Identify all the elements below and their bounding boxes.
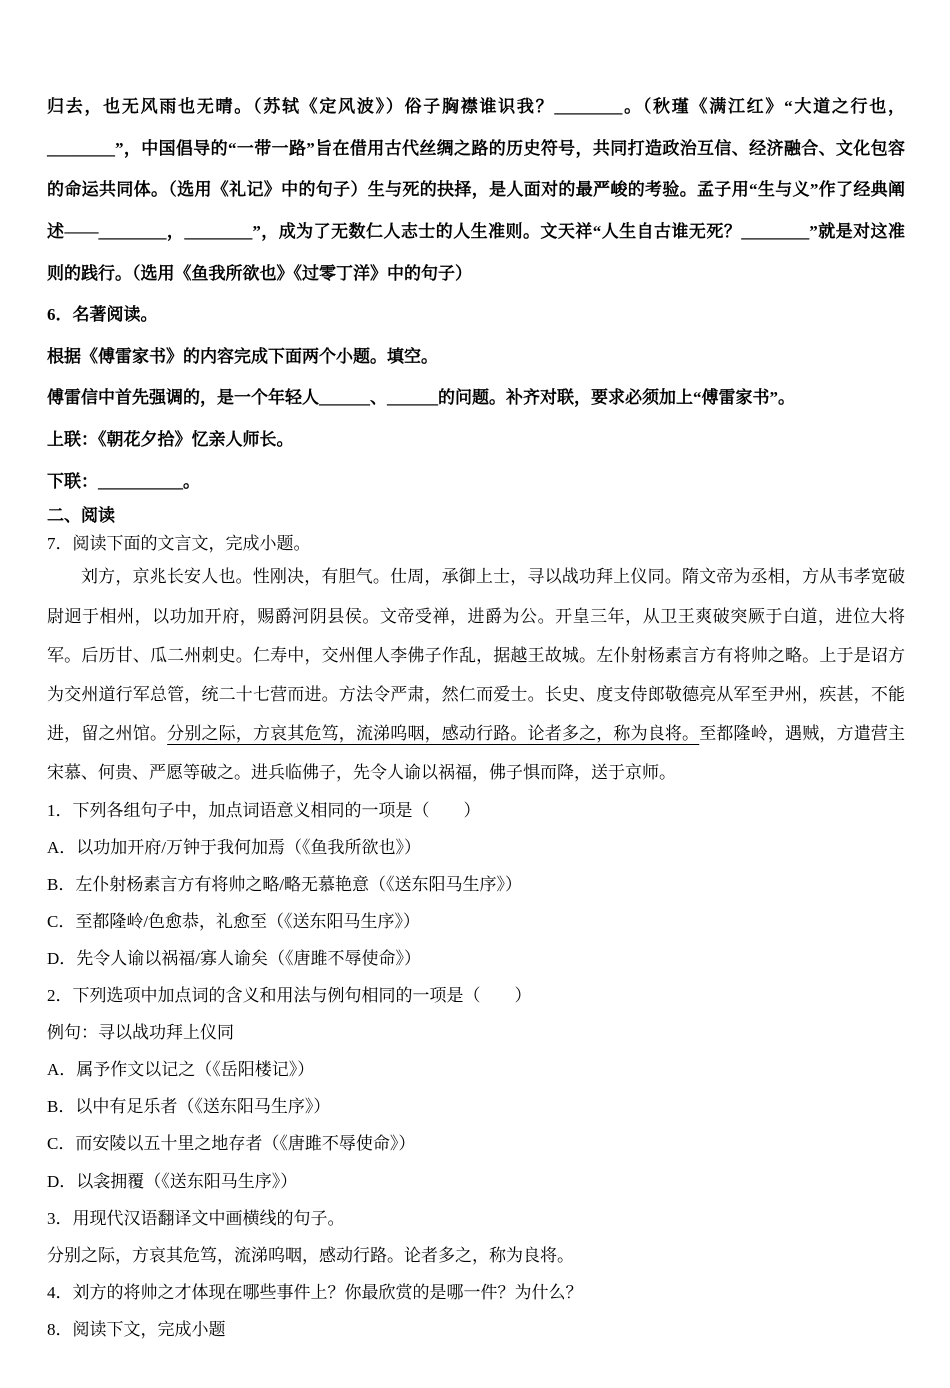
- section-two-title: 二、阅读: [47, 506, 115, 526]
- q7-sub3-sentence: 分别之际，方哀其危笃，流涕呜咽，感动行路。论者多之，称为良将。: [47, 1245, 574, 1265]
- q7-sub2-option-c: C．而安陵以五十里之地存者（《唐雎不辱使命》）: [47, 1134, 416, 1154]
- passage-text-before: 刘方，京兆长安人也。性刚决，有胆气。仕周，承御上士，寻以战功拜上仪同。隋文帝为丞相，方从韦孝宽破尉迥于相州，以功加开府，赐爵河阴县侯。文帝受禅，进爵为公。开皇三年，从卫王爽破突厥于白道，进位大将军。后历甘、瓜二州刺史。仁寿中，交州俚人李佛子作乱，据越王故城。左仆射杨素言方有将帅之略。上于是诏方为交州道行军总管，统二十七营而进。方法令严肃，然仁而爱士。长史、度支侍郎敬德亮从军至尹州，疾甚，不能进，留之州馆。: [47, 567, 905, 743]
- dictation-paragraph: 归去，也无风雨也无晴。（苏轼《定风波》）俗子胸襟谁识我？________。（秋瑾《满江红》“大道之行也，________”，中国倡导的“一带一路”旨在借用古代丝绸之路的历史符号，共同打造政治互信、经济融合、文化包容的命运共同体。（选用《礼记》中的句子）生与死的抉择，是人面对的最严峻的考验。孟子用“生与义”作了经典阐述——________，________”，成为了无数仁人志士的人生准则。文天祥“人生自古谁无死？________”就是对这准则的践行。（选用《鱼我所欲也》《过零丁洋》中的句子）: [47, 97, 905, 283]
- q7-sub1-stem: 1．下列各组句子中，加点词语意义相同的一项是（ ）: [47, 801, 481, 821]
- q7-sub1-option-d: D．先令人谕以祸福/寡人谕矣（《唐雎不辱使命》）: [47, 949, 421, 969]
- passage-underlined-sentence: 分别之际，方哀其危笃，流涕呜咽，感动行路。论者多之，称为良将。: [167, 723, 700, 743]
- q7-sub2-option-d: D．以衾拥覆（《送东阳马生序》）: [47, 1171, 298, 1191]
- q6-couplet-lower: 下联：__________。: [47, 471, 200, 491]
- q7-sub2-option-a: A．属予作文以记之（《岳阳楼记》）: [47, 1060, 315, 1080]
- q7-sub1-option-c: C．至都隆岭/色愈恭，礼愈至（《送东阳马生序》）: [47, 912, 421, 932]
- q6-couplet-upper: 上联：《朝花夕拾》忆亲人师长。: [47, 430, 294, 450]
- q6-number-label: 6．名著阅读。: [47, 305, 158, 325]
- q7-sub1-option-a: A．以功加开府/万钟于我何加焉（《鱼我所欲也》）: [47, 838, 421, 858]
- passage-text-after: 至都隆岭，遇贼，方遣营主宋慕、何贵、严愿等破之。进兵临佛子，先令人谕以祸福，佛子惧而降，送于京师。: [47, 723, 906, 782]
- q7-number-label: 7．阅读下面的文言文，完成小题。: [47, 533, 311, 553]
- q7-sub2-option-b: B．以中有足乐者（《送东阳马生序》）: [47, 1097, 331, 1117]
- q7-sub4-stem: 4．刘方的将帅之才体现在哪些事件上？你最欣赏的是哪一件？为什么？: [47, 1282, 583, 1302]
- classical-passage: [47, 557, 905, 792]
- q8-number-label: 8．阅读下文，完成小题: [47, 1319, 226, 1339]
- q7-sub3-stem: 3．用现代汉语翻译文中画横线的句子。: [47, 1208, 345, 1228]
- q7-sub2-stem: 2．下列选项中加点词的含义和用法与例句相同的一项是（ ）: [47, 986, 532, 1006]
- q7-sub2-example: 例句：寻以战功拜上仪同: [47, 1023, 234, 1043]
- q7-sub1-option-b: B．左仆射杨素言方有将帅之略/略无慕艳意（《送东阳马生序》）: [47, 875, 523, 895]
- q6-fill-blank-line: 傅雷信中首先强调的，是一个年轻人______、______的问题。补齐对联，要求必须加上“傅雷家书”。: [47, 388, 795, 408]
- q6-instruction: 根据《傅雷家书》的内容完成下面两个小题。填空。: [47, 346, 438, 366]
